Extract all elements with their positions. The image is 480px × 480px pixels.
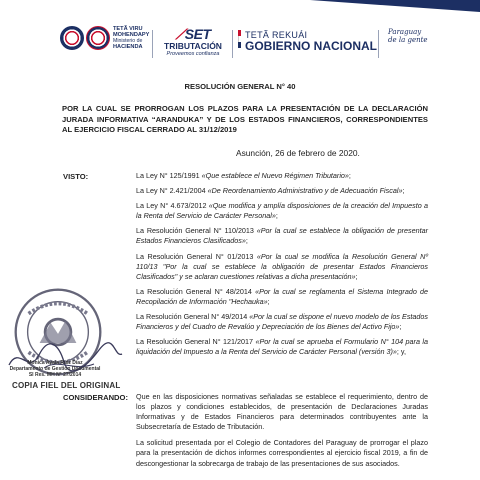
visto-item: La Resolución General N° 48/2014 «Por la cual se reglamenta el Sistema Integrado de Recopilación de Información "Hechauka»; (136, 286, 428, 306)
visto-item: La Resolución General N° 49/2014 «Por la cual se dispone el nuevo modelo de los Estados Financieros y del Cuadro de Revalúo y Depreciación de los Bienes del Activo Fijo»; (136, 312, 428, 332)
stamp-sig-name: Mónica Ayala Ruiz Díaz (27, 360, 83, 366)
set-name: TRIBUTACIÓN (164, 41, 222, 51)
visto-item: La Resolución General N° 01/2013 «Por la cual se modifica la Resolución General Nº 110/13 "Por la cual se establece la obligación de presentar Estados Financieros Clasificados" y se aclaran cuestiones relativas a dicha presentación»; (136, 251, 428, 281)
resolution-title: RESOLUCIÓN GENERAL N° 40 (184, 82, 296, 91)
flag-bars-icon (238, 30, 241, 48)
considerando-paragraph: Que en las disposiciones normativas señaladas se establece el requerimiento, dentro de los plazos y condiciones establecidos, de presentación de Declaraciones Juradas Informativas y de Estados Financieros para determinados contribuyentes ante la Subsecretaría de Estado de Tributación. (136, 392, 428, 432)
ministry-line1: TETÃ VIRU (113, 26, 143, 32)
header-divider (378, 30, 379, 58)
paraguay-line2: de la gente (388, 36, 428, 44)
hacienda-seal-icon (86, 26, 110, 50)
paraguay-line1: Paraguay (388, 28, 422, 36)
ministry-line4: HACIENDA (113, 44, 143, 50)
ministry-logo (60, 26, 149, 50)
set-swoosh-icon: ⟋ (175, 26, 185, 42)
considerando-list (136, 392, 428, 475)
resolution-date: Asunción, 26 de febrero de 2020. (236, 148, 360, 158)
gobierno-logo (238, 30, 377, 52)
ministry-seal-icon (60, 26, 84, 50)
visto-item: La Ley N° 2.421/2004 «De Reordenamiento Administrativo y de Adecuación Fiscal»; (136, 186, 405, 196)
visto-item: La Ley N° 125/1991 «Que establece el Nuevo Régimen Tributario»; (136, 171, 351, 180)
visto-label: VISTO: (63, 172, 89, 181)
ministry-text (113, 26, 149, 50)
copy-certification-mark: COPIA FIEL DEL ORIGINAL (12, 381, 121, 390)
set-logo (158, 26, 228, 57)
ministry-line3: Ministerio de (113, 38, 143, 44)
visto-item: La Resolución General N° 110/2013 «Por la cual se establece la obligación de presentar Estados Financieros Clasificados»; (136, 226, 428, 246)
visto-item: La Resolución General N° 121/2017 «Por la cual se aprueba el Formulario N° 104 para la liquidación del Impuesto a la Renta del Servicio de Carácter Personal (versión 3)»; y, (136, 337, 428, 357)
set-tagline: Proveemos confianza (166, 51, 220, 57)
stamp-signature-block (5, 360, 105, 378)
header-corner-band (310, 0, 480, 12)
ministry-line2: MOHENDAPY (113, 32, 150, 38)
considerando-label: CONSIDERANDO: (63, 393, 128, 402)
stamp-sig-ref: SI Res. MH N° 27/2014 (28, 372, 82, 378)
resolution-subject: POR LA CUAL SE PRORROGAN LOS PLAZOS PARA LA PRESENTACIÓN DE LA DECLARACIÓN JURADA INFORMATIVA “ARANDUKA” Y DE LOS ESTADOS FINANCIEROS, CORRESPONDIENTES AL EJERCICIO FISCAL CERRADO AL 31/12/2019 (62, 104, 428, 134)
paraguay-logo (388, 28, 448, 44)
gobierno-line2: GOBIERNO NACIONAL (245, 39, 377, 53)
stamp-sig-role: Departamento de Gestión Documental (9, 366, 101, 372)
page-header (0, 0, 480, 70)
considerando-paragraph: La solicitud presentada por el Colegio de Contadores del Paraguay de prorrogar el plazo para la presentación de dichos informes correspondientes al ejercicio fiscal 2019, a fin de descongestionar la sobrecarga de trabajo de las presentaciones de sus asociados. (136, 438, 428, 468)
header-divider (152, 30, 153, 58)
gobierno-line1: TETÃ REKUÁI (245, 30, 308, 40)
visto-list (136, 171, 428, 362)
visto-item: La Ley N° 4.673/2012 «Que modifica y amplía disposiciones de la creación del Impuesto a la Renta del Servicio de Carácter Personal»; (136, 201, 429, 221)
set-mark-text: SET (184, 26, 211, 42)
header-divider (232, 30, 233, 58)
